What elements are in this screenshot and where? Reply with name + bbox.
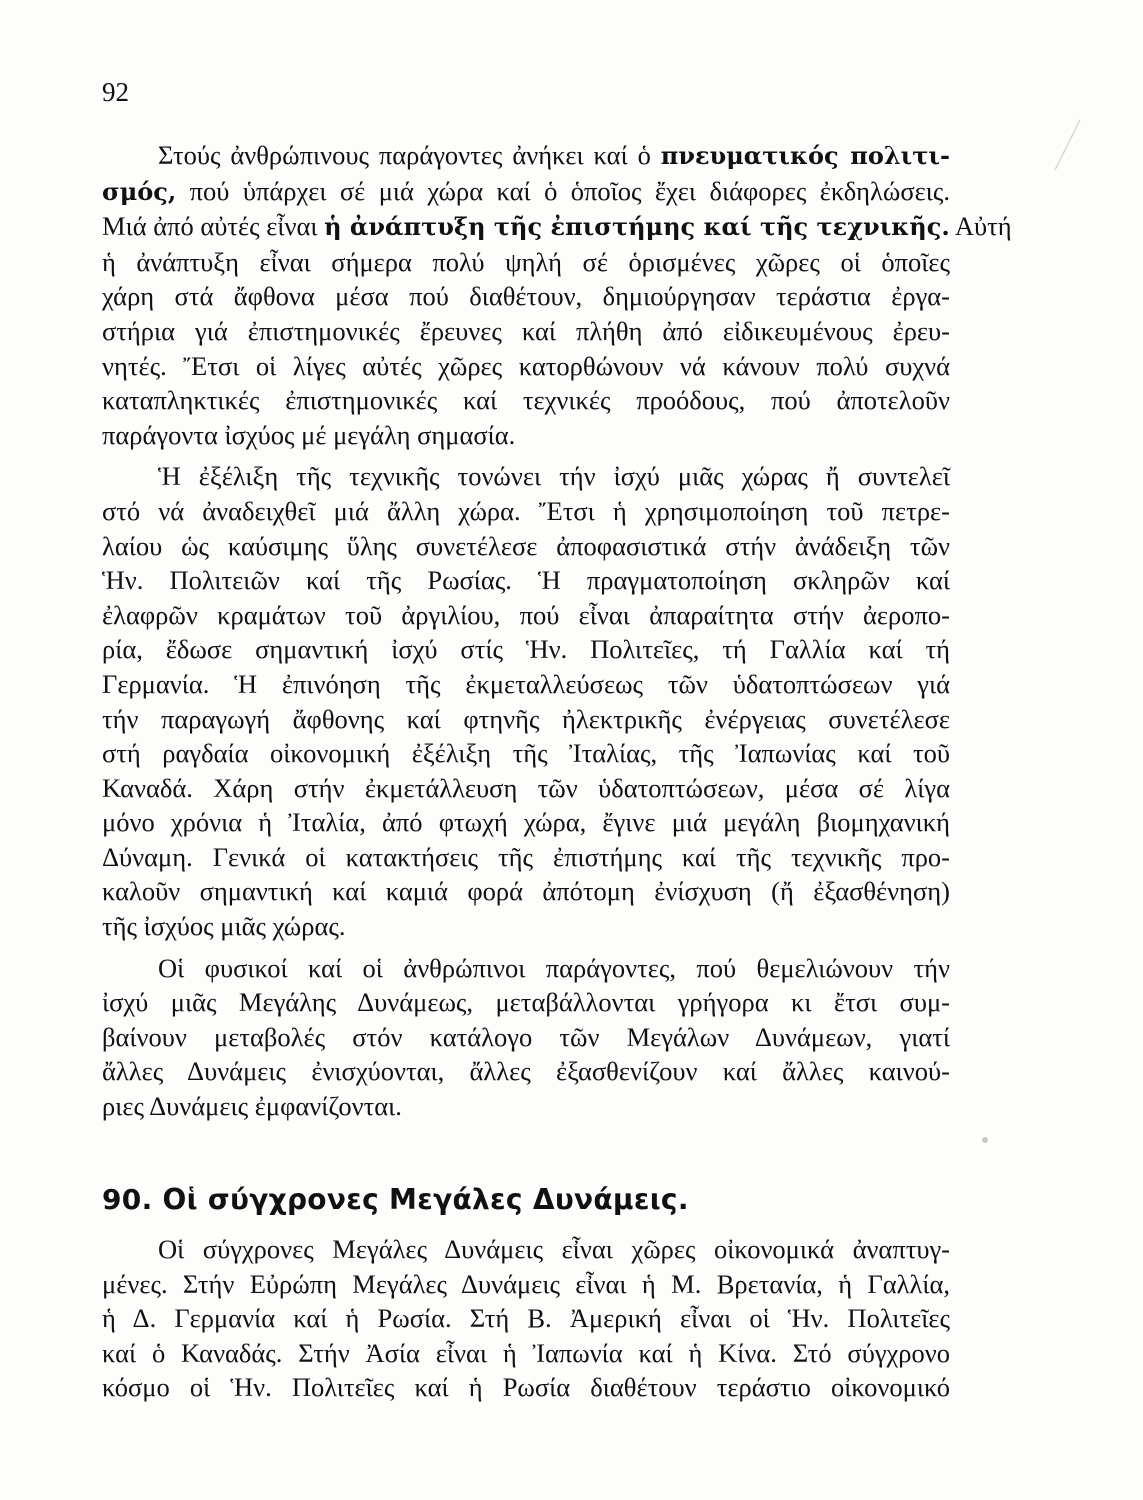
text-line bbox=[102, 314, 950, 349]
text-line bbox=[102, 459, 950, 494]
text-line bbox=[102, 418, 950, 453]
text-line bbox=[102, 1301, 950, 1336]
text-run: Καναδά. Χάρη στήν ἐκμετάλλευση τῶν ὑδατοπτώσεων, μέσα σέ λίγα bbox=[102, 772, 950, 803]
text-line bbox=[102, 1054, 950, 1089]
text-line bbox=[102, 840, 950, 875]
text-line bbox=[102, 771, 950, 806]
text-run: κόσμο οἱ Ἡν. Πολιτεῖες καί ἡ Ρωσία διαθέτουν τεράστιο οἰκονομικό bbox=[102, 1372, 950, 1403]
text-run: βαίνουν μεταβολές στόν κατάλογο τῶν Μεγάλων Δυνάμεων, γιατί bbox=[102, 1021, 950, 1052]
paragraph bbox=[102, 951, 950, 1124]
text-run: τῆς ἰσχύος μιᾶς χώρας. bbox=[102, 911, 346, 942]
text-run: Οἱ σύγχρονες Μεγάλες Δυνάμεις εἶναι χῶρες οἰκονομικά ἀναπτυγ- bbox=[158, 1234, 950, 1264]
text-run: Ἡ ἐξέλιξη τῆς τεχνικῆς τονώνει τήν ἰσχύ μιᾶς χώρας ἤ συντελεῖ bbox=[158, 461, 950, 492]
text-line bbox=[102, 209, 1012, 245]
paragraph bbox=[102, 138, 1012, 452]
page-number: 92 bbox=[102, 77, 129, 107]
text-run: Γερμανία. Ἡ ἐπινόηση τῆς ἐκμεταλλεύσεως τῶν ὑδατοπτώσεων γιά bbox=[102, 668, 950, 699]
text-line bbox=[102, 279, 950, 314]
text-run: ἰσχύ μιᾶς Μεγάλης Δυνάμεως, μεταβάλλονται γρήγορα κι ἔτσι συμ- bbox=[102, 987, 950, 1018]
text-run: καταπληκτικές ἐπιστημονικές καί τεχνικές προόδους, πού ἀποτελοῦν bbox=[102, 385, 950, 416]
text-run: Μιά ἀπό αὐτές εἶναι bbox=[102, 211, 325, 242]
text-line bbox=[102, 494, 950, 529]
text-run: πού ὑπάρχει σέ μιά χώρα καί ὁ ὁποῖος ἔχει διάφορες ἐκδηλώσεις. bbox=[176, 175, 950, 206]
text-line bbox=[102, 1267, 950, 1302]
text-line bbox=[102, 874, 950, 909]
section-body-text bbox=[102, 1232, 950, 1405]
text-run: Οἱ φυσικοί καί οἱ ἀνθρώπινοι παράγοντες, πού θεμελιώνουν τήν bbox=[158, 952, 950, 983]
section-heading: 90. Οἱ σύγχρονες Μεγάλες Δυνάμεις. bbox=[102, 1183, 689, 1216]
text-line bbox=[102, 598, 950, 633]
text-line bbox=[102, 632, 950, 667]
text-run: ρία, ἔδωσε σημαντική ἰσχύ στίς Ἡν. Πολιτεῖες, τή Γαλλία καί τή bbox=[102, 634, 950, 665]
bold-phrase: σμός, bbox=[102, 176, 177, 206]
paragraph bbox=[102, 459, 950, 943]
text-run: καλοῦν σημαντική καί καμιά φορά ἀπότομη ἐνίσχυση (ἤ ἐξασθένηση) bbox=[102, 876, 950, 907]
text-line bbox=[102, 138, 950, 174]
text-line bbox=[102, 563, 950, 598]
text-run: Ἡν. Πολιτειῶν καί τῆς Ρωσίας. Ἡ πραγματοποίηση σκληρῶν καί bbox=[102, 565, 950, 596]
text-line bbox=[102, 667, 950, 702]
bold-phrase: πνευματικός πολιτι- bbox=[660, 141, 950, 170]
text-line bbox=[102, 1370, 950, 1405]
text-line bbox=[102, 529, 950, 564]
text-run: Δύναμη. Γενικά οἱ κατακτήσεις τῆς ἐπιστήμης καί τῆς τεχνικῆς προ- bbox=[102, 841, 950, 872]
text-run: στή ραγδαία οἰκονομική ἐξέλιξη τῆς Ἰταλίας, τῆς Ἰαπωνίας καί τοῦ bbox=[102, 738, 950, 769]
text-run: Στούς ἀνθρώπινους παράγοντες ἀνήκει καί ὁ bbox=[158, 140, 661, 170]
bold-phrase: ἡ ἀνάπτυξη τῆς ἐπιστήμης καί τῆς τεχνικῆς. bbox=[324, 212, 950, 242]
text-run: ριες Δυνάμεις ἐμφανίζονται. bbox=[102, 1091, 402, 1122]
text-line bbox=[102, 702, 950, 737]
text-line bbox=[102, 349, 950, 384]
paragraph-gap bbox=[102, 452, 950, 459]
text-line bbox=[102, 1020, 950, 1055]
text-line bbox=[102, 1089, 950, 1124]
text-line bbox=[102, 245, 950, 280]
text-run: χάρη στά ἄφθονα μέσα πού διαθέτουν, δημιούργησαν τεράστια ἐργα- bbox=[102, 281, 950, 312]
text-run: ἡ Δ. Γερμανία καί ἡ Ρωσία. Στή Β. Ἀμερική εἶναι οἱ Ἡν. Πολιτεῖες bbox=[102, 1303, 950, 1334]
text-line bbox=[102, 383, 950, 418]
text-line bbox=[102, 174, 950, 210]
text-run: τήν παραγωγή ἄφθονης καί φτηνῆς ἠλεκτρικῆς ἐνέργειας συνετέλεσε bbox=[102, 703, 950, 734]
text-run: ἡ ἀνάπτυξη εἶναι σήμερα πολύ ψηλή σέ ὁρισμένες χῶρες οἱ ὁποῖες bbox=[102, 246, 950, 277]
text-run: καί ὁ Καναδάς. Στήν Ἀσία εἶναι ἡ Ἰαπωνία καί ἡ Κίνα. Στό σύγχρονο bbox=[102, 1337, 950, 1368]
text-run: ἄλλες Δυνάμεις ἐνισχύονται, ἄλλες ἐξασθενίζουν καί ἄλλες καινού- bbox=[102, 1056, 950, 1087]
body-text bbox=[102, 138, 1012, 1124]
text-run: στό νά ἀναδειχθεῖ μιά ἄλλη χώρα. Ἔτσι ἡ χρησιμοποίηση τοῦ πετρε- bbox=[102, 495, 950, 526]
text-line bbox=[102, 951, 950, 986]
text-line bbox=[102, 1336, 950, 1371]
text-line bbox=[102, 909, 950, 944]
text-run: νητές. Ἔτσι οἱ λίγες αὐτές χῶρες κατορθώνουν νά κάνουν πολύ συχνά bbox=[102, 350, 950, 381]
text-run: μένες. Στήν Εὐρώπη Μεγάλες Δυνάμεις εἶναι ἡ Μ. Βρετανία, ἡ Γαλλία, bbox=[102, 1268, 950, 1299]
paragraph-gap bbox=[102, 944, 950, 951]
text-run: μόνο χρόνια ἡ Ἰταλία, ἀπό φτωχή χώρα, ἔγινε μιά μεγάλη βιομηχανική bbox=[102, 807, 950, 838]
text-run: παράγοντα ἰσχύος μέ μεγάλη σημασία. bbox=[102, 419, 516, 450]
text-line bbox=[102, 985, 950, 1020]
text-run: στήρια γιά ἐπιστημονικές ἔρευνες καί πλήθη ἀπό εἰδικευμένους ἐρευ- bbox=[102, 315, 950, 346]
text-run: ἐλαφρῶν κραμάτων τοῦ ἀργιλίου, πού εἶναι ἀπαραίτητα στήν ἀεροπο- bbox=[102, 599, 950, 630]
text-run: Αὐτή bbox=[949, 211, 1012, 242]
text-run: λαίου ὡς καύσιμης ὕλης συνετέλεσε ἀποφασιστικά στήν ἀνάδειξη τῶν bbox=[102, 530, 950, 561]
text-line bbox=[102, 1232, 950, 1267]
paragraph bbox=[102, 1232, 950, 1405]
text-line bbox=[102, 805, 950, 840]
text-line bbox=[102, 736, 950, 771]
